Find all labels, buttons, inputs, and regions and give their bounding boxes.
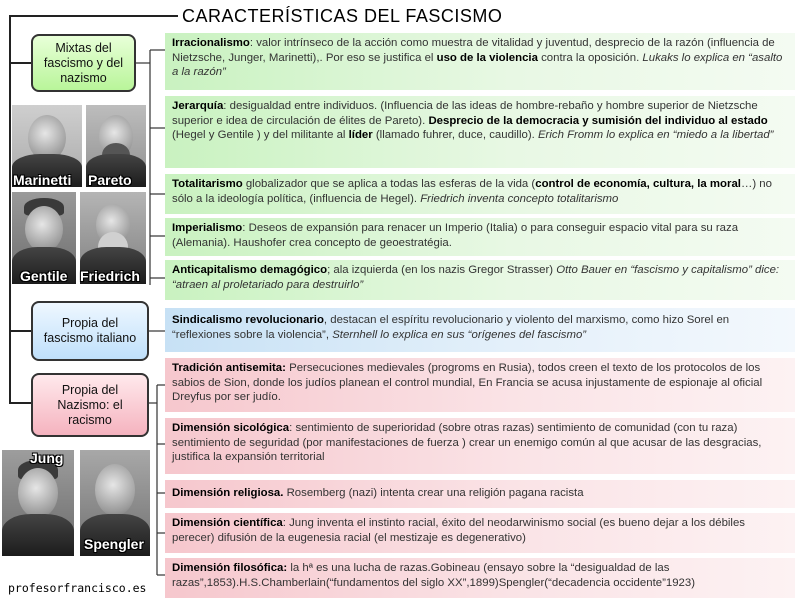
emphasis: líder [348, 129, 373, 141]
term-sicologica: Dimensión sicológica [172, 422, 290, 434]
item-jerarquia [165, 96, 795, 168]
text: globalizador que se aplica a todas las esferas de la vida ( [242, 178, 536, 190]
portrait-label-spengler: Spengler [84, 536, 144, 552]
term-antisemita: Tradición antisemita: [172, 362, 286, 374]
item-imperialismo [165, 218, 795, 256]
category-nazi: Propia del Nazismo: el racismo [31, 373, 149, 437]
emphasis: uso de la violencia [436, 51, 538, 64]
reference: Lukaks lo explica en “asalto a la razón” [172, 51, 783, 78]
reference: Erich Fromm lo explica en “miedo a la libertad” [537, 129, 774, 141]
term-religiosa: Dimensión religiosa. [172, 487, 284, 499]
page-title: CARACTERÍSTICAS DEL FASCISMO [182, 6, 503, 26]
emphasis: Desprecio de la democracia y sumisión del individuo al estado [428, 114, 768, 127]
portrait-label-gentile: Gentile [20, 268, 68, 284]
term-filosofica: Dimensión filosófica: [172, 562, 288, 574]
text: la hª es una lucha de razas.Gobineau (ensayo sobre la “desigualdad de las razas”,1853).H.S.Chamberlain(“fundamentos del siglo XX”,1899)Spengler(“decadencia occidente”1923) [172, 562, 695, 589]
term-sindicalismo: Sindicalismo revolucionario [172, 314, 324, 326]
term-jerarquia: Jerarquía [172, 100, 224, 112]
site-credit: profesorfrancisco.es [8, 581, 147, 595]
term-anticapitalismo: Anticapitalismo demagógico [172, 264, 328, 276]
portrait-label-marinetti: Marinetti [13, 172, 72, 188]
reference: Otto Bauer en “fascismo y capitalismo” dice: “atraen al proletariado para destruirlo” [172, 264, 780, 291]
category-mixed: Mixtas del fascismo y del nazismo [31, 34, 136, 92]
text: (Hegel y Gentile ) y del militante al [172, 129, 349, 141]
reference: Sternhell lo explica en sus “orígenes del fascismo” [332, 328, 587, 341]
text: : desigualdad entre individuos. (Influencia de las ideas de hombre-rebaño y hombre superior de Nietzsche superior e idea de circulación de élites de Pareto). [172, 100, 758, 127]
text: Rosemberg (nazi) intenta crear una religión pagana racista [283, 487, 584, 499]
item-sindicalismo [165, 308, 795, 352]
item-religiosa [165, 480, 795, 508]
item-irracionalismo [165, 33, 795, 90]
reference: Friedrich inventa concepto totalitarismo [420, 192, 619, 205]
item-antisemita [165, 358, 795, 412]
text: : Deseos de expansión para renacer un Imperio (Italia) o para conseguir espacio vital para su raza (Alemania). Haushofer crea concepto de geoestratégia. [172, 222, 739, 249]
text: Persecuciones medievales (progroms en Rusia), todos creen el texto de los protocolos de los sabios de Sion, donde los judíos planean el control mundial, En Francia se acusa injustamente de espionaje al oficial Dreyfus por ser judío. [172, 362, 763, 403]
emphasis: control de economía, cultura, la moral [535, 178, 741, 190]
text: ; ala izquierda (en los nazis Gregor Strasser) [327, 264, 557, 276]
term-totalitarismo: Totalitarismo [172, 178, 243, 190]
text: …) no sólo a la ideología política, (influencia de Hegel). [172, 178, 772, 205]
term-irracionalismo: Irracionalismo [172, 37, 250, 49]
item-anticapitalismo [165, 260, 795, 300]
text: : sentimiento de superioridad (sobre otras razas) sentimiento de comunidad (con tu raza) sentimiento de seguridad (por manifestaciones de fuerza ) crear un enemigo común al que acusar de las desgracias, justifica la expansión territorial [172, 422, 762, 463]
term-cientifica: Dimensión científica [172, 517, 283, 529]
item-totalitarismo [165, 174, 795, 214]
item-filosofica [165, 558, 795, 598]
text: (llamado fuhrer, duce, caudillo). [372, 129, 538, 141]
text: contra la oposición. [537, 51, 643, 64]
text: : Jung inventa el instinto racial, éxito del neodarwinismo social (es bueno dejar a los débiles perecer) difusión de la eugenesia racial (el mestizaje es degenerativo) [172, 517, 745, 544]
portrait-label-pareto: Pareto [88, 172, 132, 188]
item-sicologica [165, 418, 795, 474]
text: , destacan el espíritu revolucionario y violento del marxismo, como hizo Sorel en “reflexiones sobre la violencia”, [172, 314, 730, 341]
term-imperialismo: Imperialismo [172, 222, 243, 234]
category-italian: Propia del fascismo italiano [31, 301, 149, 361]
portrait-label-jung: Jung [30, 450, 64, 466]
item-cientifica [165, 513, 795, 553]
portrait-label-friedrich: Friedrich [80, 268, 140, 284]
text: : valor intrínseco de la acción como muestra de vitalidad y juventud, desprecio de la razón (influencia de Nietzsche, Junger, Marinetti),. Por eso se justifica el [172, 37, 775, 64]
